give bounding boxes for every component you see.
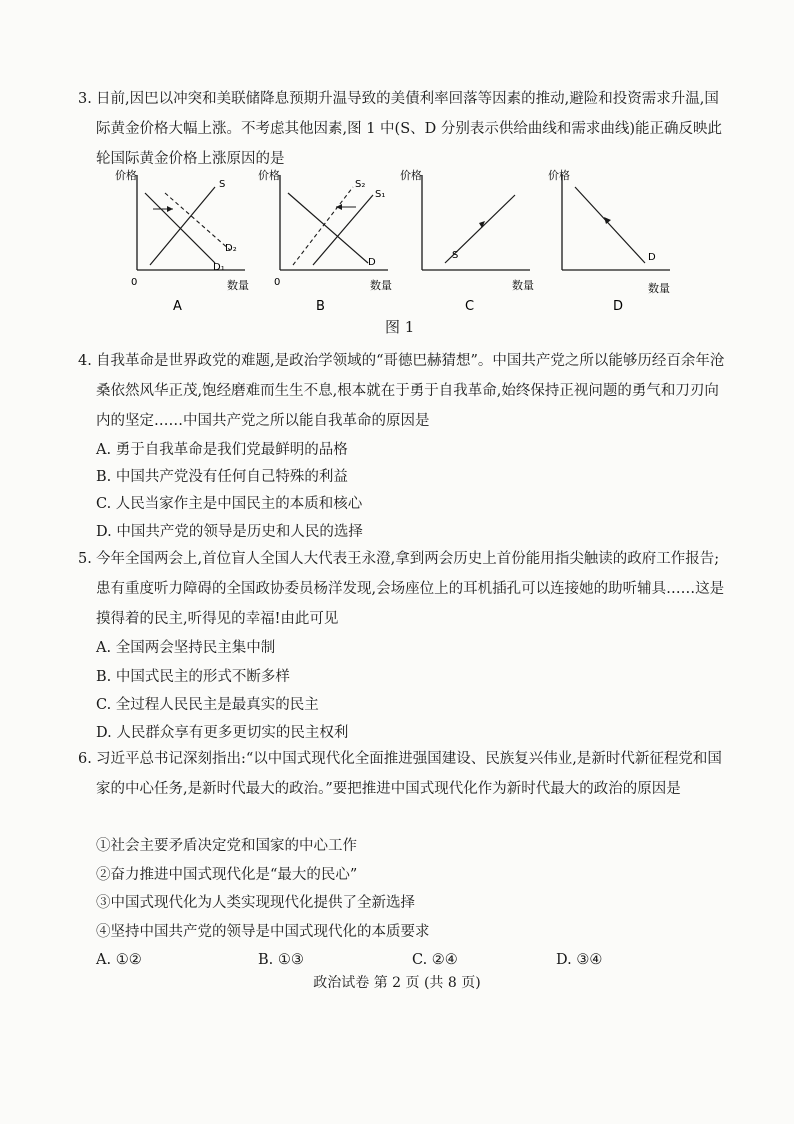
demand-curve <box>288 193 368 263</box>
curve-label-s: S <box>452 250 459 261</box>
curve-label-d1: D₁ <box>213 262 225 273</box>
y-axis-label: 价格 <box>115 169 137 182</box>
panel-c <box>400 168 534 314</box>
y-axis-label: 价格 <box>400 169 422 182</box>
question-number: 6. <box>78 751 92 767</box>
question-stem: 习近平总书记深刻指出:“以中国式现代化全面推进强国建设、民族复兴伟业,是新时代新征程党和国家的中心任务,是新时代最大的政治。”要把推进中国式现代化作为新时代最大的政治的原因是 <box>96 751 722 797</box>
x-axis-label: 数量 <box>648 282 670 295</box>
y-axis-label: 价格 <box>258 169 280 182</box>
panel-letter: D <box>613 299 624 314</box>
option-a: A. 勇于自我革命是我们党最鲜明的品格 <box>96 442 348 458</box>
question-6 <box>78 744 728 804</box>
option-d: D. 中国共产党的领导是历史和人民的选择 <box>96 524 363 540</box>
statement-4: ④坚持中国共产党的领导是中国式现代化的本质要求 <box>96 924 430 940</box>
x-axis-label: 数量 <box>370 279 392 292</box>
choice-d: D. ③④ <box>556 952 603 968</box>
question-stem: 日前,因巴以冲突和美联储降息预期升温导致的美債利率回落等因素的推动,避险和投资需求升温,国际黄金价格大幅上涨。不考虑其他因素,图 1 中(S、D 分别表示供给曲线和需求曲线)能正确反映此轮国际黄金价格上涨原因的是 <box>96 91 723 167</box>
option-c: C. 全过程人民民主是最真实的民主 <box>96 697 319 713</box>
figure-caption: 图 1 <box>385 318 415 336</box>
y-axis-label: 价格 <box>548 169 570 182</box>
question-number: 4. <box>78 353 92 369</box>
x-axis-label: 数量 <box>227 279 249 292</box>
panel-d <box>548 168 670 314</box>
origin-label: 0 <box>131 277 138 288</box>
question-5 <box>78 544 728 634</box>
panel-a <box>115 168 249 314</box>
option-b: B. 中国共产党没有任何自己特殊的利益 <box>96 469 348 485</box>
curve-label-d: D <box>648 252 656 263</box>
x-axis-label: 数量 <box>512 279 534 292</box>
curve-label-s1: S₁ <box>375 189 386 200</box>
question-number: 3. <box>78 91 92 107</box>
curve-label-d: D <box>368 257 376 268</box>
question-4 <box>78 346 728 436</box>
demand-curve <box>575 187 645 263</box>
choice-c: C. ②④ <box>412 952 458 968</box>
panel-letter: C <box>465 299 475 314</box>
question-stem: 自我革命是世界政党的难题,是政治学领域的“哥德巴赫猜想”。中国共产党之所以能够历经百余年沧桑依然风华正茂,饱经磨难而生生不息,根本就在于勇于自我革命,始终保持正视问题的勇气和刀刃向内的坚定……中国共产党之所以能自我革命的原因是 <box>96 353 725 429</box>
panel-b <box>258 168 392 314</box>
supply-curve-s1 <box>313 195 373 265</box>
question-number: 5. <box>78 551 92 567</box>
statement-2: ②奋力推进中国式现代化是“最大的民心” <box>96 867 358 883</box>
supply-demand-figure <box>115 165 695 340</box>
choice-a: A. ①② <box>96 952 142 968</box>
curve-label-s: S <box>219 179 226 190</box>
statement-3: ③中国式现代化为人类实现现代化提供了全新选择 <box>96 895 415 911</box>
panel-letter: A <box>173 299 182 314</box>
option-c: C. 人民当家作主是中国民主的本质和核心 <box>96 496 363 512</box>
question-stem: 今年全国两会上,首位盲人全国人大代表王永澄,拿到两会历史上首份能用指尖触读的政府工作报告;患有重度听力障碍的全国政协委员杨洋发现,会场座位上的耳机插孔可以连接她的助听辅具……这是摸得着的民主,听得见的幸福!由此可见 <box>96 551 725 627</box>
curve-label-s2: S₂ <box>355 179 366 190</box>
question-3 <box>78 84 728 174</box>
page-footer: 政治试卷 第 2 页 (共 8 页) <box>313 975 481 991</box>
statement-1: ①社会主要矛盾决定党和国家的中心工作 <box>96 838 357 854</box>
option-d: D. 人民群众享有更多更切实的民主权利 <box>96 725 349 741</box>
choice-b: B. ①③ <box>258 952 304 968</box>
option-a: A. 全国两会坚持民主集中制 <box>96 640 276 656</box>
panel-letter: B <box>316 299 325 314</box>
option-b: B. 中国式民主的形式不断多样 <box>96 669 290 685</box>
curve-label-d2: D₂ <box>225 243 237 254</box>
origin-label: 0 <box>274 277 281 288</box>
demand-curve-d2 <box>165 193 230 250</box>
